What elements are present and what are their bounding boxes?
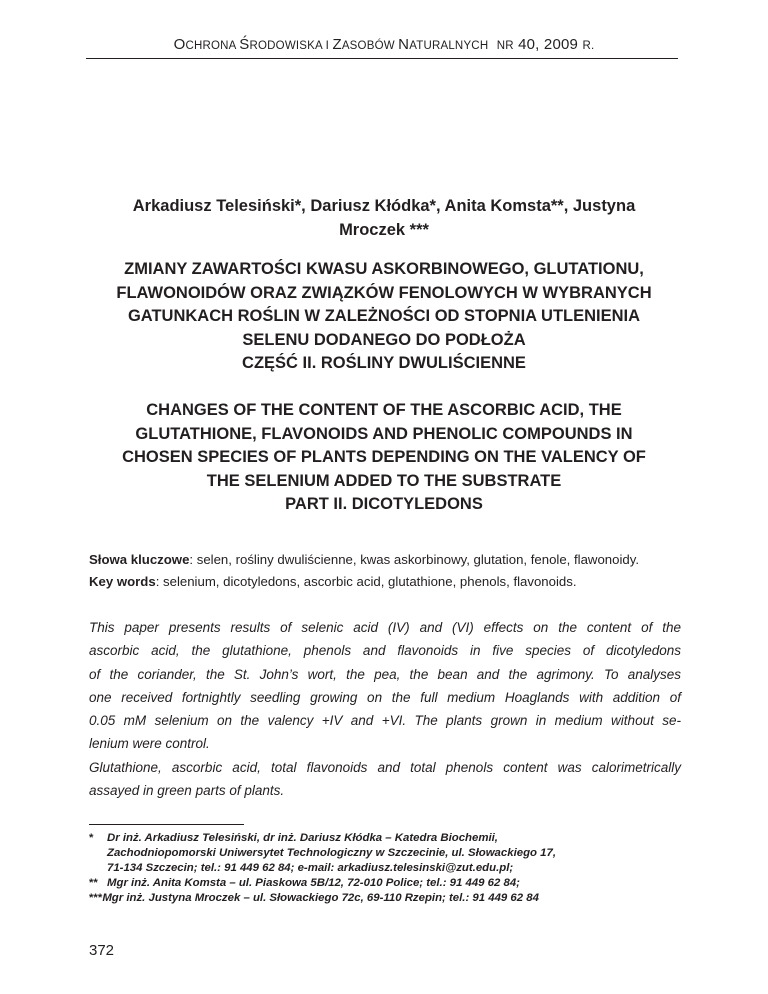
abstract-paragraph-1 bbox=[89, 616, 681, 756]
title-line: CHOSEN SPECIES OF PLANTS DEPENDING ON THE VALENCY OF bbox=[122, 448, 646, 466]
title-line: GATUNKACH ROŚLIN W ZALEŻNOŚCI OD STOPNIA UTLENIENIA bbox=[127, 307, 641, 325]
footnote-line: Mgr inż. Anita Komsta – ul. Piaskowa 5B/12, 72-010 Police; tel.: 91 449 62 84; bbox=[107, 877, 520, 889]
footnote-line: Dr inż. Arkadiusz Telesiński, dr inż. Dariusz Kłódka – Katedra Biochemii, bbox=[107, 832, 498, 844]
footnote-1-continued bbox=[89, 846, 689, 861]
title-line: CZĘŚĆ II. ROŚLINY DWULIŚCIENNE bbox=[242, 354, 526, 372]
title-english bbox=[90, 399, 678, 517]
title-line: SELENU DODANEGO DO PODŁOŻA bbox=[242, 330, 526, 349]
footnote-2 bbox=[89, 876, 689, 891]
title-line: ZMIANY ZAWARTOŚCI KWASU ASKORBINOWEGO, GLUTATIONU, bbox=[124, 260, 644, 278]
keywords-polish bbox=[89, 549, 689, 571]
issue-number: 40, 2009 bbox=[518, 36, 579, 53]
footnote-line: Mgr inż. Justyna Mroczek – ul. Słowackiego 72c, 69-110 Rzepin; tel.: 91 449 62 84 bbox=[102, 892, 539, 904]
keywords-label: Key words bbox=[89, 574, 156, 589]
journal-title-part: ATURALNYCH bbox=[409, 40, 489, 52]
abstract-line: 0.05 mM selenium on the valency +IV and +VI. The plants grown in medium without se- bbox=[89, 713, 681, 729]
title-line: THE SELENIUM ADDED TO THE SUBSTRATE bbox=[206, 471, 562, 490]
authors bbox=[100, 194, 668, 242]
title-line: GLUTATHIONE, FLAVONOIDS AND PHENOLIC COMPOUNDS IN bbox=[135, 424, 633, 443]
issue-year-suffix: R. bbox=[582, 40, 595, 52]
abstract-line: of the coriander, the St. John’s wort, the pea, the bean and the agrimony. To analyses bbox=[89, 666, 681, 682]
footnote-3 bbox=[89, 891, 689, 906]
journal-title-part: RODOWISKA I bbox=[249, 40, 333, 52]
title-polish bbox=[90, 258, 678, 376]
keywords-label: Słowa kluczowe bbox=[89, 552, 190, 567]
authors-line: Mroczek *** bbox=[339, 221, 429, 239]
abstract-line: lenium were control. bbox=[89, 736, 210, 752]
journal-title-initial: N bbox=[398, 36, 410, 53]
journal-title-part: ASOBÓW bbox=[341, 40, 399, 52]
footnote-mark: ** bbox=[89, 877, 98, 889]
abstract-line: ascorbic acid, the glutathione, phenols and flavonoids in five species of dicotyledons bbox=[89, 643, 681, 659]
keywords-english bbox=[89, 571, 689, 593]
footnote-mark: *** bbox=[89, 892, 103, 904]
footnote-line: 71-134 Szczecin; tel.: 91 449 62 84; e-mail: arkadiusz.telesinski@zut.edu.pl; bbox=[107, 862, 514, 874]
footnote-mark: * bbox=[89, 832, 94, 844]
title-line: CHANGES OF THE CONTENT OF THE ASCORBIC ACID, THE bbox=[146, 401, 622, 419]
footnote-divider bbox=[89, 824, 244, 825]
abstract-line: assayed in green parts of plants. bbox=[89, 783, 285, 799]
page-number: 372 bbox=[89, 942, 115, 959]
authors-line: Arkadiusz Telesiński*, Dariusz Kłódka*, Anita Komsta**, Justyna bbox=[132, 197, 636, 215]
running-head bbox=[0, 36, 768, 53]
journal-title-initial: Ś bbox=[239, 36, 250, 53]
abstract-line: one received fortnightly seedling growing on the full medium Hoaglands with addition of bbox=[89, 689, 681, 705]
abstract-line: Glutathione, ascorbic acid, total flavonoids and total phenols content was calorimetrically bbox=[89, 760, 681, 775]
journal-title-initial: Z bbox=[332, 36, 342, 53]
title-line: FLAWONOIDÓW ORAZ ZWIĄZKÓW FENOLOWYCH W WYBRANYCH bbox=[116, 283, 652, 302]
footnote-1 bbox=[89, 831, 689, 846]
footnotes bbox=[89, 831, 689, 906]
abstract-line: This paper presents results of selenic acid (IV) and (VI) effects on the content of the bbox=[89, 620, 681, 635]
header-divider bbox=[86, 58, 678, 59]
footnote-line: Zachodniopomorski Uniwersytet Technologiczny w Szczecinie, ul. Słowackiego 17, bbox=[107, 847, 556, 859]
journal-title-initial: O bbox=[173, 36, 186, 53]
title-line: PART II. DICOTYLEDONS bbox=[285, 495, 483, 513]
journal-title-part: CHRONA bbox=[185, 40, 240, 52]
footnote-1-continued bbox=[89, 861, 689, 876]
abstract-paragraph-2 bbox=[89, 756, 681, 803]
keywords-text: : selenium, dicotyledons, ascorbic acid, glutathione, phenols, flavonoids. bbox=[155, 574, 577, 589]
issue-nr-label: NR bbox=[496, 40, 514, 52]
keywords-text: : selen, rośliny dwuliścienne, kwas askorbinowy, glutation, fenole, flawonoidy. bbox=[189, 552, 639, 567]
